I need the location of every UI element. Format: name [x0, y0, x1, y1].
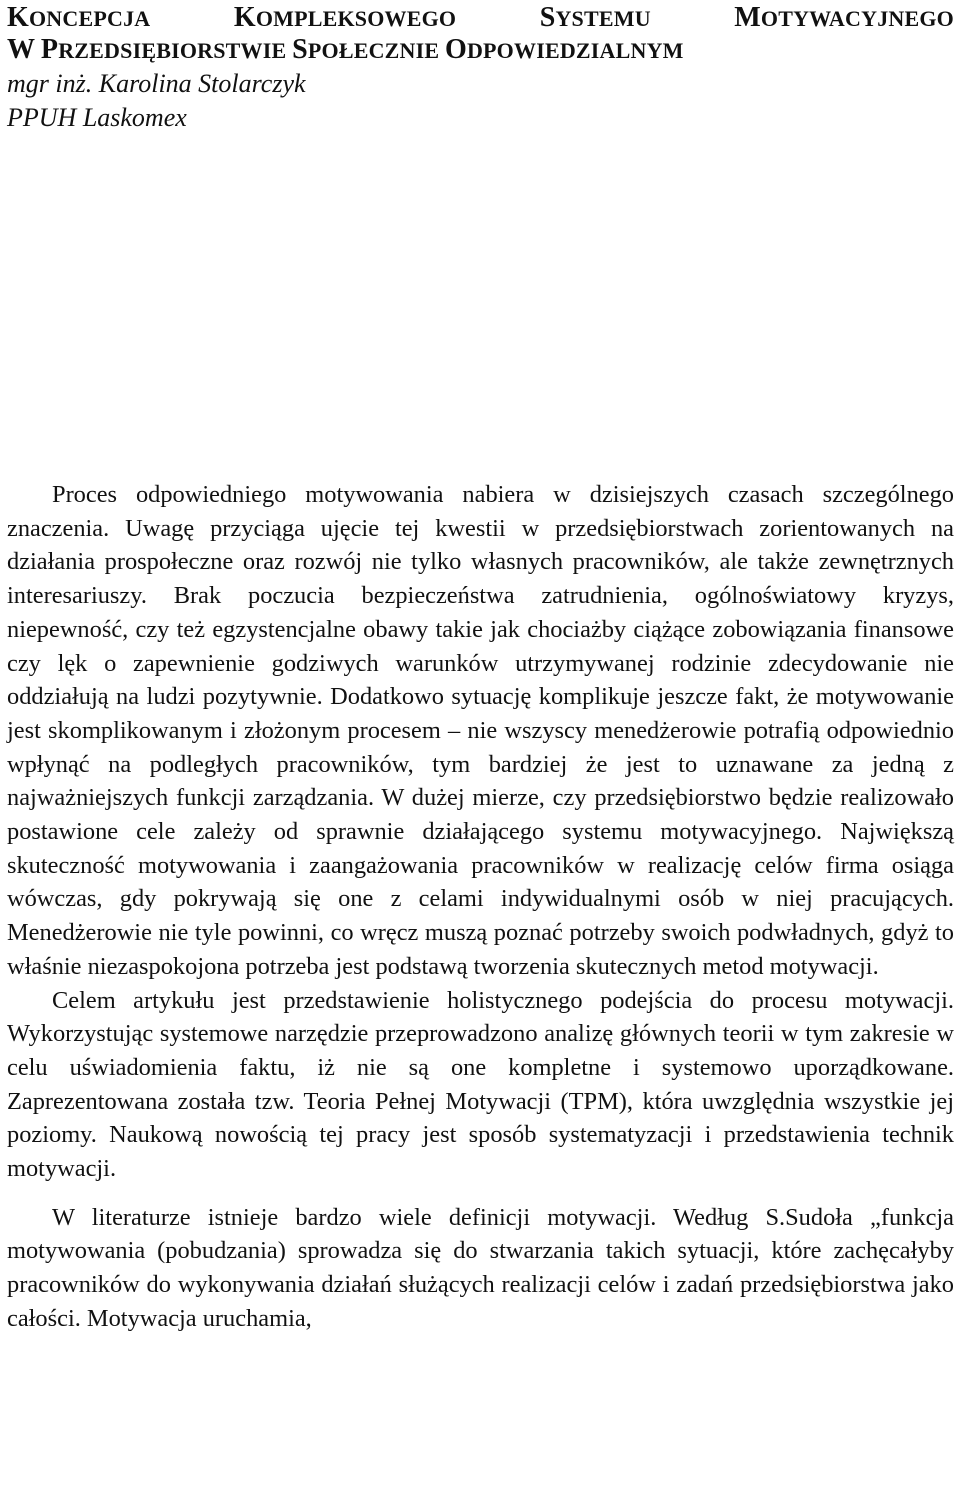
title-line-2: W PRZEDSIĘBIORSTWIE SPOŁECZNIE ODPOWIEDZIALNYM — [7, 34, 684, 65]
article-title — [7, 0, 954, 66]
body-paragraph: Celem artykułu jest przedstawienie holistycznego podejścia do procesu motywacji. Wykorzystując systemowe narzędzie przeprowadzono analizę głównych teorii w tym zakresie w celu uświadomienia faktu, iż nie są one kompletne i systemowo uporządkowane. Zaprezentowana została tzw. Teoria Pełnej Motywacji (TPM), która uwzględnia wszystkie jej poziomy. Naukową nowością tej pracy jest sposób systematyzacji i przedstawienia technik motywacji. — [7, 986, 954, 1183]
author-affiliation: PPUH Laskomex — [7, 103, 187, 132]
title-word: KONCEPCJA — [7, 2, 151, 33]
title-word: SYSTEMU — [539, 2, 651, 33]
body-paragraph: Proces odpowiedniego motywowania nabiera w dzisiejszych czasach szczególnego znaczenia. Uwagę przyciąga ujęcie tej kwestii w przedsiębiorstwach zorientowanych na działania prospołeczne oraz rozwój nie tylko własnych pracowników, ale także zewnętrznych interesariuszy. Brak poczucia bezpieczeństwa zatrudnienia, ogólnoświatowy kryzys, niepewność, czy też egzystencjalne obawy takie jak chociażby ciążące zobowiązania finansowe czy lęk o zapewnienie godziwych warunków utrzymywanej rodzinie zdecydowanie nie oddziałują na ludzi pozytywnie. Dodatkowo sytuację komplikuje jeszcze fakt, że motywowanie jest skomplikowanym i złożonym procesem – nie wszyscy menedżerowie potrafią odpowiednio wpłynąć na podległych pracowników, tym bardziej że jest to uznawane za jedną z najważniejszych funkcji zarządzania. W dużej mierze, czy przedsiębiorstwo będzie realizowało postawione cele zależy od sprawnie działającego systemu motywacyjnego. Największą skuteczność motywowania i zaangażowania pracowników w realizację celów firma osiąga wówczas, gdy pokrywają się one z celami indywidualnymi osób w niej pracujących. Menedżerowie nie tyle powinni, co wręcz muszą poznać potrzeby swoich podwładnych, gdyż to właśnie niezaspokojona potrzeba jest podstawą tworzenia skutecznych metod motywacji. — [7, 481, 954, 980]
title-line-1 — [7, 0, 954, 34]
body-paragraph: W literaturze istnieje bardzo wiele definicji motywacji. Według S.Sudoła „funkcja motywowania (pobudzania) sprowadza się do stwarzania takich sytuacji, które zachęcałyby pracowników do wykonywania działań służących realizacji celów i zadań przedsiębiorstwa jako całości. Motywacja uruchamia, — [7, 1203, 954, 1332]
title-word: KOMPLEKSOWEGO — [233, 2, 457, 33]
article-body — [7, 478, 954, 1336]
author-name: mgr inż. Karolina Stolarczyk — [7, 69, 306, 98]
title-word: MOTYWACYJNEGO — [734, 2, 954, 33]
